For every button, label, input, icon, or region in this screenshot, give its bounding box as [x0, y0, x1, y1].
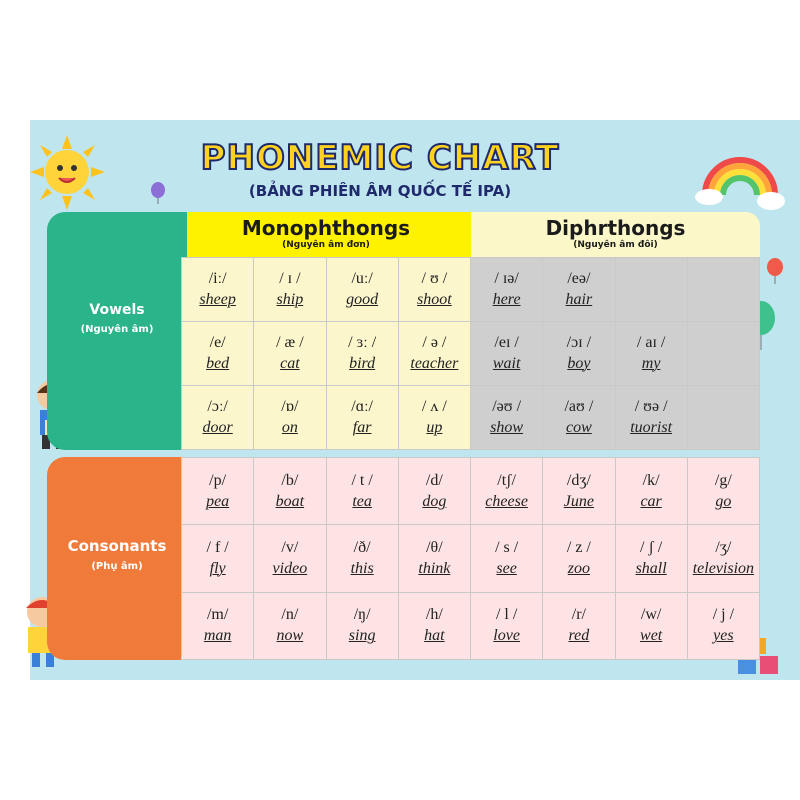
- example-word: wait: [492, 355, 521, 372]
- phoneme-cell: [543, 525, 615, 592]
- example-word: ship: [276, 291, 304, 308]
- phoneme-cell: [615, 458, 687, 525]
- example-word: wet: [640, 627, 663, 645]
- example-word: my: [641, 355, 661, 372]
- example-word: television: [692, 559, 755, 577]
- example-word: good: [346, 291, 379, 308]
- phoneme-symbol: /k/: [642, 471, 660, 489]
- phoneme-symbol: / ʊ /: [421, 270, 448, 287]
- phoneme-symbol: /d/: [425, 471, 443, 489]
- phoneme-symbol: /r/: [571, 606, 586, 624]
- example-word: bed: [206, 355, 230, 372]
- example-word: shoot: [417, 291, 452, 308]
- phoneme-symbol: / j /: [712, 606, 735, 624]
- diphthongs-subtitle: (Nguyên âm đôi): [573, 240, 658, 250]
- example-word: this: [350, 559, 374, 577]
- example-word: hat: [424, 627, 445, 645]
- phoneme-cell: [471, 386, 543, 450]
- balloon-icon: [766, 258, 784, 284]
- phoneme-symbol: /eɪ /: [494, 334, 519, 351]
- example-word: on: [281, 419, 298, 436]
- phoneme-cell: [326, 525, 398, 592]
- phoneme-symbol: /tʃ/: [497, 471, 516, 489]
- example-word: far: [352, 419, 372, 436]
- phoneme-cell: [254, 258, 326, 322]
- example-word: cat: [280, 355, 300, 372]
- phoneme-cell: [398, 386, 470, 450]
- phoneme-cell: [687, 258, 759, 322]
- example-word: fly: [209, 559, 226, 577]
- phoneme-cell: [326, 592, 398, 659]
- phoneme-symbol: /b/: [281, 471, 299, 489]
- phoneme-cell: [615, 258, 687, 322]
- example-word: think: [418, 559, 451, 577]
- example-word: cheese: [485, 492, 528, 510]
- phoneme-symbol: /eə/: [567, 270, 591, 287]
- example-word: sing: [348, 627, 376, 645]
- phoneme-cell: [182, 592, 254, 659]
- phoneme-cell: [687, 592, 759, 659]
- monophthongs-title: Monophthongs: [241, 216, 411, 240]
- phoneme-symbol: / ə /: [422, 334, 447, 351]
- example-word: man: [203, 627, 232, 645]
- phoneme-cell: [182, 322, 254, 386]
- example-word: show: [490, 419, 524, 436]
- example-word: tea: [352, 492, 372, 510]
- example-word: cow: [565, 419, 592, 436]
- example-word: teacher: [410, 355, 459, 372]
- phoneme-cell: [254, 322, 326, 386]
- consonants-label: Consonants: [67, 537, 167, 555]
- diphthongs-header: [471, 212, 760, 257]
- vowels-table: [181, 257, 760, 450]
- phoneme-cell: [687, 458, 759, 525]
- example-word: go: [715, 492, 732, 510]
- consonants-table: [181, 457, 760, 660]
- example-word: door: [202, 419, 233, 436]
- phoneme-symbol: / t /: [351, 471, 373, 489]
- phoneme-cell: [615, 322, 687, 386]
- phoneme-symbol: / æ /: [276, 334, 304, 351]
- table-row: [182, 458, 760, 525]
- example-word: tuorist: [630, 419, 673, 436]
- phoneme-cell: [615, 525, 687, 592]
- phoneme-cell: [254, 525, 326, 592]
- phoneme-symbol: / ɪ /: [279, 270, 301, 287]
- example-word: sheep: [199, 291, 236, 308]
- phoneme-cell: [182, 458, 254, 525]
- table-row: [182, 592, 760, 659]
- phoneme-cell: [326, 386, 398, 450]
- phoneme-symbol: /ɑː/: [351, 398, 373, 415]
- phoneme-cell: [182, 525, 254, 592]
- phoneme-cell: [471, 592, 543, 659]
- phoneme-symbol: /h/: [425, 606, 443, 624]
- example-word: car: [640, 492, 662, 510]
- phoneme-symbol: /n/: [281, 606, 299, 624]
- example-word: bird: [349, 355, 376, 372]
- phoneme-symbol: /ð/: [353, 538, 371, 556]
- phoneme-symbol: /e/: [209, 334, 226, 351]
- phoneme-cell: [398, 458, 470, 525]
- phoneme-cell: [182, 386, 254, 450]
- phoneme-cell: [471, 458, 543, 525]
- phoneme-cell: [471, 322, 543, 386]
- page-subtitle: (BẢNG PHIÊN ÂM QUỐC TẾ IPA): [248, 182, 512, 200]
- example-word: now: [276, 627, 304, 645]
- example-word: boy: [567, 355, 591, 372]
- phoneme-symbol: /iː/: [208, 270, 227, 287]
- phoneme-symbol: /v/: [281, 538, 299, 556]
- phoneme-cell: [471, 258, 543, 322]
- phoneme-cell: [615, 592, 687, 659]
- phoneme-symbol: /ŋ/: [353, 606, 371, 624]
- phoneme-symbol: / ʊə /: [634, 398, 668, 415]
- monophthongs-subtitle: (Nguyên âm đơn): [282, 240, 370, 250]
- example-word: hair: [565, 291, 593, 308]
- phoneme-cell: [615, 386, 687, 450]
- phoneme-symbol: /ɒ/: [281, 398, 299, 415]
- phoneme-symbol: /m/: [206, 606, 229, 624]
- consonants-section-label: [47, 457, 187, 660]
- example-word: zoo: [567, 559, 590, 577]
- example-word: here: [492, 291, 521, 308]
- monophthongs-header: [181, 212, 471, 257]
- example-word: up: [426, 419, 443, 436]
- example-word: video: [272, 559, 308, 577]
- page-title: PHONEMIC CHART: [200, 138, 560, 178]
- vowels-section-label: [47, 212, 187, 450]
- phoneme-cell: [471, 525, 543, 592]
- table-row: [182, 386, 760, 450]
- phoneme-cell: [254, 386, 326, 450]
- phoneme-cell: [254, 458, 326, 525]
- example-word: shall: [635, 559, 667, 577]
- phoneme-cell: [326, 458, 398, 525]
- phoneme-cell: [326, 258, 398, 322]
- phoneme-cell: [398, 525, 470, 592]
- phoneme-symbol: / ʌ /: [421, 398, 447, 415]
- consonants-sublabel: (Phụ âm): [91, 561, 143, 572]
- example-word: dog: [422, 492, 447, 510]
- phoneme-cell: [543, 458, 615, 525]
- example-word: yes: [713, 627, 734, 645]
- phoneme-symbol: / aɪ /: [636, 334, 666, 351]
- table-row: [182, 258, 760, 322]
- phoneme-symbol: /g/: [714, 471, 732, 489]
- phoneme-symbol: / z /: [566, 538, 591, 556]
- phoneme-symbol: /uː/: [351, 270, 373, 287]
- phoneme-symbol: /ɔɪ /: [566, 334, 592, 351]
- phoneme-cell: [687, 322, 759, 386]
- phoneme-symbol: /ʒ/: [715, 538, 732, 556]
- phoneme-symbol: /dʒ/: [566, 471, 591, 489]
- example-word: red: [568, 627, 590, 645]
- example-word: pea: [206, 492, 230, 510]
- phoneme-cell: [687, 386, 759, 450]
- phoneme-cell: [254, 592, 326, 659]
- phoneme-symbol: / l /: [495, 606, 518, 624]
- phoneme-symbol: /ɔː/: [207, 398, 228, 415]
- example-word: see: [496, 559, 517, 577]
- diphthongs-title: Diphrthongs: [545, 216, 686, 240]
- phoneme-symbol: / ɜː /: [348, 334, 377, 351]
- phoneme-symbol: / f /: [206, 538, 229, 556]
- phoneme-symbol: /w/: [640, 606, 662, 624]
- phoneme-symbol: /aʊ /: [564, 398, 594, 415]
- phoneme-symbol: /θ/: [426, 538, 443, 556]
- phoneme-symbol: / ʃ /: [640, 538, 663, 556]
- phoneme-cell: [398, 322, 470, 386]
- phoneme-cell: [543, 322, 615, 386]
- phoneme-symbol: / ɪə/: [494, 270, 519, 287]
- phoneme-symbol: /p/: [209, 471, 227, 489]
- phoneme-cell: [543, 592, 615, 659]
- phoneme-cell: [398, 258, 470, 322]
- vowels-sublabel: (Nguyên âm): [80, 324, 154, 335]
- vowels-label: Vowels: [89, 302, 145, 318]
- table-row: [182, 322, 760, 386]
- phoneme-symbol: /əʊ /: [492, 398, 522, 415]
- phoneme-cell: [543, 386, 615, 450]
- phoneme-cell: [543, 258, 615, 322]
- phoneme-cell: [687, 525, 759, 592]
- phoneme-symbol: / s /: [495, 538, 519, 556]
- phoneme-cell: [398, 592, 470, 659]
- phoneme-cell: [182, 258, 254, 322]
- example-word: boat: [275, 492, 305, 510]
- example-word: June: [563, 492, 594, 510]
- example-word: love: [493, 627, 520, 645]
- table-row: [182, 525, 760, 592]
- phoneme-cell: [326, 322, 398, 386]
